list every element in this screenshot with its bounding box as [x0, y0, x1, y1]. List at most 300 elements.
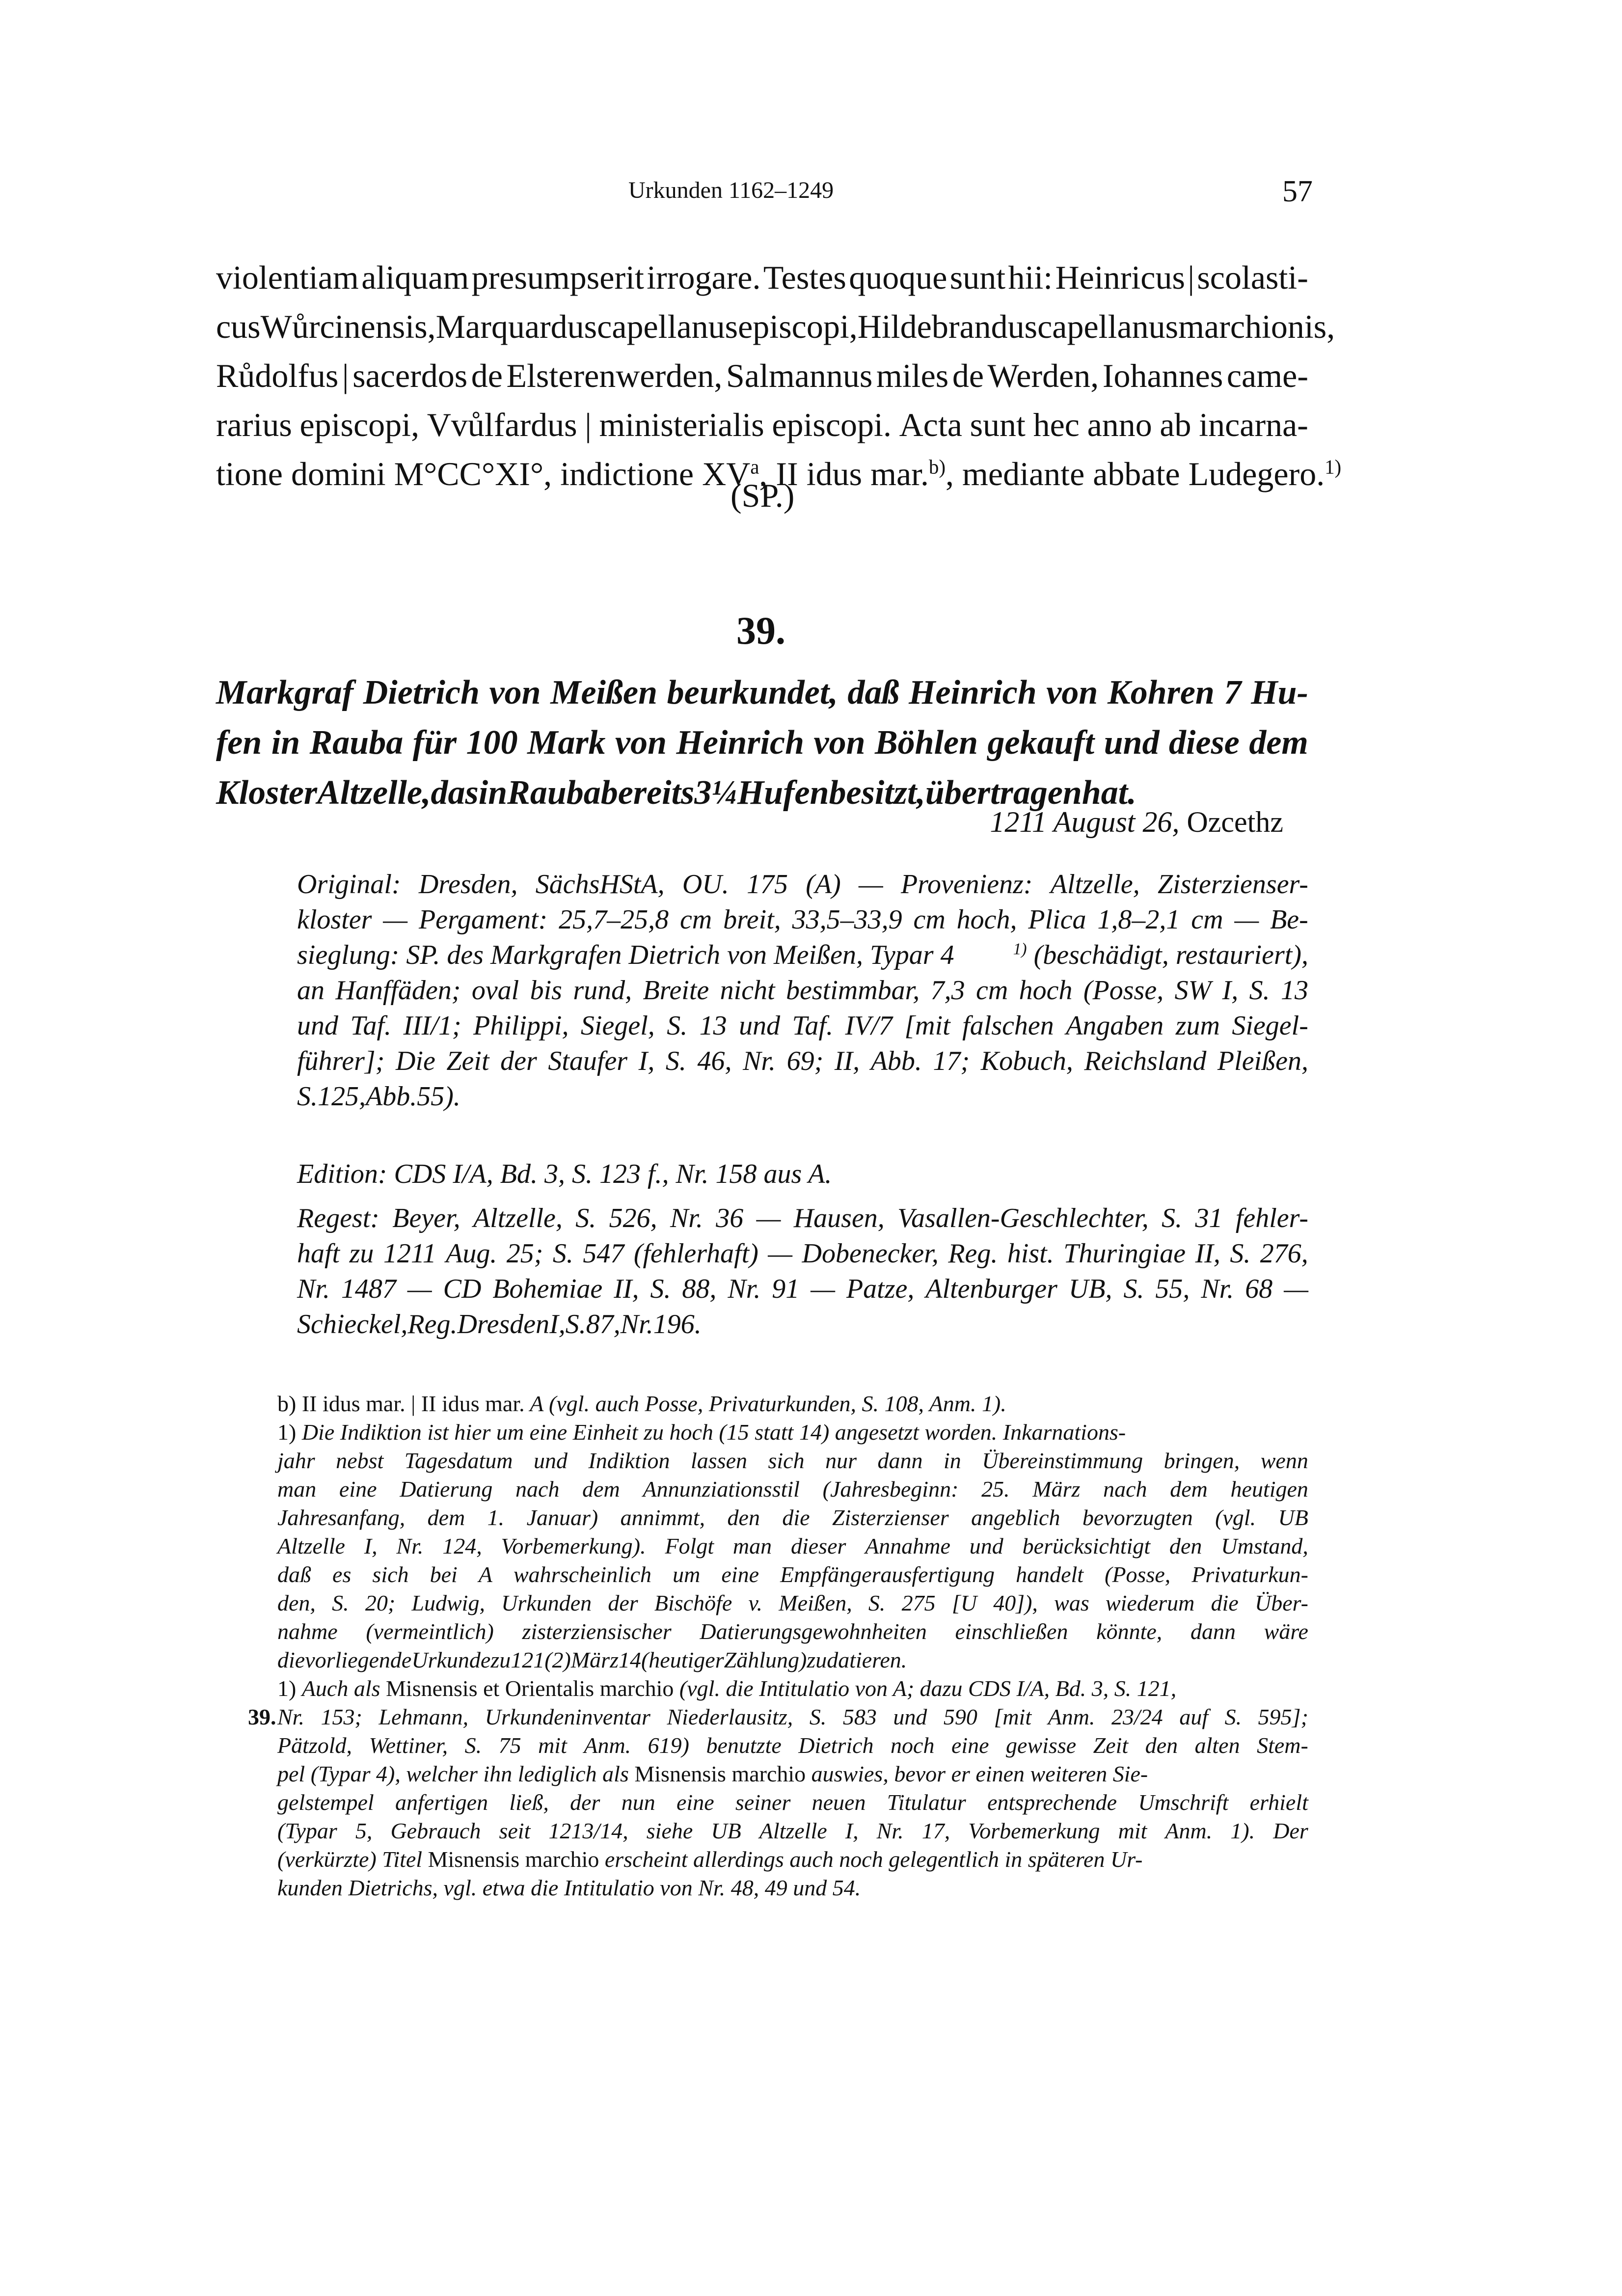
word: (Jahresbeginn: [822, 1476, 959, 1502]
footnote-line [277, 1447, 1308, 1475]
word: (Posse, [1083, 975, 1164, 1006]
word: Nr. [670, 1203, 703, 1233]
word: die [277, 1647, 305, 1672]
word: ließ, [509, 1790, 549, 1815]
word: gewisse [1006, 1733, 1077, 1758]
word: und [739, 1011, 781, 1041]
word: I, [549, 1309, 566, 1339]
word: aliquam [361, 259, 469, 296]
word: Gebrauch [390, 1818, 481, 1843]
word: Niederlausitz, [667, 1704, 793, 1729]
word: breit, [723, 904, 781, 935]
word: — [1284, 1274, 1308, 1304]
word: 68 [1245, 1274, 1273, 1304]
note-line [297, 1008, 1308, 1043]
word: 1. [487, 1505, 505, 1530]
word: Hu- [1251, 674, 1308, 711]
word: übertragen [925, 774, 1082, 812]
word: in [943, 1448, 961, 1473]
word: miles [876, 357, 949, 394]
footnote-b-roman: b) II idus mar. | II idus mar. [277, 1391, 525, 1416]
word: [U [951, 1590, 977, 1615]
note-line [297, 973, 1308, 1008]
word: es [332, 1562, 351, 1587]
word: scolasti- [1197, 259, 1308, 296]
word: Nr. [297, 1274, 330, 1304]
word: nahme [277, 1619, 338, 1644]
word: Nr. [620, 1309, 653, 1339]
word: wenn [1260, 1448, 1308, 1473]
word: 547 [583, 1238, 624, 1269]
footnote-ref-1: 1) [1325, 456, 1342, 478]
word: 275 [901, 1590, 936, 1615]
word: 276, [1260, 1238, 1308, 1269]
word: sunt [970, 406, 1026, 443]
word: Hausen, [793, 1203, 885, 1233]
word: Altzelle, [1050, 869, 1140, 900]
note-line [297, 937, 1308, 973]
word: Taf. [350, 1011, 391, 1041]
word: nicht [720, 975, 775, 1006]
word: und [969, 1533, 1003, 1558]
word: Rauba [309, 724, 404, 762]
word: Vvůlfardus [427, 406, 577, 443]
word: Nr. [396, 1533, 424, 1558]
word: hoch, [956, 904, 1017, 935]
document-number: 39. [736, 609, 785, 653]
word: 1487 [341, 1274, 396, 1304]
word: | [342, 357, 349, 394]
word: 25; [506, 1238, 543, 1269]
word: zu [490, 1647, 511, 1672]
word: angeblich [971, 1505, 1060, 1530]
word: Die [395, 1046, 435, 1076]
word: nach [515, 1476, 560, 1502]
word: nun [621, 1790, 655, 1815]
word: Taf. [792, 1011, 834, 1041]
word: Reichsland [1084, 1046, 1207, 1076]
word: datieren. [827, 1647, 907, 1672]
word: rarius [216, 406, 292, 443]
word: sunt [949, 259, 1006, 296]
seal-mark: (SP.) [730, 477, 795, 514]
word: dieser [790, 1533, 846, 1558]
word: jahr [277, 1448, 315, 1473]
footnote-line [277, 1617, 1308, 1646]
word: Reg. [948, 1238, 998, 1269]
word: S. [552, 1238, 573, 1269]
word: seit [499, 1818, 531, 1843]
word: bringen, [1163, 1448, 1240, 1473]
word: Dobenecker, [802, 1238, 939, 1269]
word: für [412, 724, 457, 762]
word: Marquardus [435, 308, 597, 345]
footnote-line [277, 1560, 1308, 1589]
word: 153; [321, 1704, 362, 1729]
word: Anm. [584, 1733, 631, 1758]
note-line [297, 1307, 1308, 1342]
word: 31 [1195, 1203, 1223, 1233]
word: sich [372, 1562, 409, 1587]
fn39-italic-a: Auch als [301, 1676, 386, 1701]
footnote-line [277, 1817, 1308, 1845]
footnote-b [277, 1390, 1308, 1418]
footnote-document-number: 39. [248, 1704, 276, 1729]
word: Titulatur [887, 1790, 966, 1815]
fn39-italic-f: erscheint allerdings auch noch gelegentlich in späteren Ur- [599, 1847, 1143, 1872]
word: von [1046, 674, 1098, 711]
word: — [811, 1274, 836, 1304]
word: Salmannus [726, 357, 873, 394]
word: beurkundet, [667, 674, 838, 711]
footnote-line [277, 1731, 1308, 1760]
word: Vorbemerkung). [501, 1533, 646, 1558]
fn39-italic-e: (verkürzte) Titel [277, 1847, 428, 1872]
word: Zisterzienser- [1158, 869, 1308, 900]
word: 17; [933, 1046, 970, 1076]
word: Nr. [1201, 1274, 1234, 1304]
word: SW [1174, 975, 1212, 1006]
word: Patze, [846, 1274, 915, 1304]
word: S. [1249, 975, 1270, 1006]
word: diese [1169, 724, 1240, 762]
word: Nr. [277, 1704, 304, 1729]
word: Bischöfe [654, 1590, 732, 1615]
word: de [952, 357, 984, 394]
word: | [585, 406, 592, 443]
word: 55, [1155, 1274, 1190, 1304]
regest-line [216, 718, 1308, 768]
word: besitzt, [829, 774, 925, 812]
word: bevorzugten [1082, 1505, 1193, 1530]
word: S. [868, 1590, 886, 1615]
word: Hildebrandus [857, 308, 1038, 345]
word: (fehlerhaft) [633, 1238, 758, 1269]
word: S. [575, 1203, 596, 1233]
word: von [813, 724, 865, 762]
word: und [1104, 724, 1160, 762]
word: hat. [1081, 774, 1136, 812]
word: Iohannes [1102, 357, 1223, 394]
word: alten [1194, 1733, 1240, 1758]
word: Umstand, [1221, 1533, 1308, 1558]
word: episcopi, [299, 406, 420, 443]
footnote-39-line-7 [277, 1845, 1308, 1874]
word: 196. [653, 1309, 702, 1339]
word: Pleißen, [1217, 1046, 1308, 1076]
word: man [732, 1533, 772, 1558]
word: die [782, 1505, 810, 1530]
word: der [608, 1590, 638, 1615]
word: 7 [1224, 674, 1242, 711]
word: und [893, 1704, 927, 1729]
word: fen [216, 724, 262, 762]
word: mit [538, 1733, 567, 1758]
word: | [1188, 259, 1194, 296]
word: cus [216, 308, 261, 345]
word: Elsterenwerden, [506, 357, 723, 394]
word: Altenburger [925, 1274, 1057, 1304]
word: irrogare. [647, 259, 761, 296]
word: erhielt [1249, 1790, 1308, 1815]
word: violentiam [216, 259, 359, 296]
word: siehe [646, 1818, 693, 1843]
footnote-b-italic: A (vgl. auch Posse, Privaturkunden, S. 108, Anm. 1). [524, 1391, 1006, 1416]
word: 619) [648, 1733, 689, 1758]
word: Heinrich [909, 674, 1037, 711]
word: S. [297, 1081, 318, 1112]
word: — [768, 1238, 793, 1269]
word: bis [530, 975, 562, 1006]
word: 69; [786, 1046, 824, 1076]
word: Plica [1028, 904, 1086, 935]
word: episcopi, [738, 308, 858, 345]
word: ab [1160, 406, 1191, 443]
footnote-1-text: Die Indiktion ist hier um eine Einheit zu hoch (15 statt 14) angesetzt worden. Inkarnations- [301, 1420, 1126, 1445]
word: Zeit [446, 1046, 489, 1076]
word: Folgt [665, 1533, 714, 1558]
word: bestimmbar, [786, 975, 920, 1006]
word: wiederum [1105, 1590, 1195, 1615]
running-head: Urkunden 1162–1249 [628, 177, 834, 203]
word: Meißen [550, 674, 657, 711]
word: nach [1103, 1476, 1147, 1502]
fn39-roman-b: Misnensis marchio [634, 1761, 806, 1786]
word: rund, [573, 975, 632, 1006]
word: Privaturkun- [1191, 1562, 1308, 1587]
word: quoque [849, 259, 947, 296]
word: gelstempel [277, 1790, 374, 1815]
word: mit [1118, 1818, 1147, 1843]
word: UB [711, 1818, 741, 1843]
regest-heading [216, 668, 1308, 818]
word: zisterziensischer [522, 1619, 672, 1644]
word: daß [847, 674, 899, 711]
word: und [297, 1011, 338, 1041]
word: den [727, 1505, 760, 1530]
word: 121(2) [511, 1647, 571, 1672]
word: März [570, 1647, 619, 1672]
word: CD [443, 1274, 482, 1304]
word: Nr. [876, 1818, 904, 1843]
word: daß [277, 1562, 311, 1587]
word: Be- [1270, 904, 1308, 935]
word: Anm. [1048, 1704, 1095, 1729]
word: fehler- [1235, 1203, 1308, 1233]
word: S. [464, 1733, 482, 1758]
original-note [297, 867, 1308, 1114]
word: Pergament: [418, 904, 548, 935]
word: benutzte [706, 1733, 782, 1758]
word: Kloster [216, 774, 318, 812]
word: bei [430, 1562, 458, 1587]
word: 595]; [1258, 1704, 1308, 1729]
edition-line: Edition: CDS I/A, Bd. 3, S. 123 f., Nr. 158 aus A. [297, 1159, 832, 1189]
word: 75 [498, 1733, 521, 1758]
word: S. [1162, 1203, 1183, 1233]
word: Bohemiae [492, 1274, 603, 1304]
word: 3¼ [694, 774, 737, 812]
footnote-line: kunden Dietrichs, vgl. etwa die Intitulatio von Nr. 48, 49 und 54. [277, 1875, 861, 1900]
word: Über- [1255, 1590, 1308, 1615]
footnote-line [277, 1503, 1308, 1532]
note-line [297, 867, 1308, 902]
word: Angaben [1066, 1011, 1164, 1041]
word: 13 [699, 1011, 727, 1041]
footnote-1-label: 1) [277, 1420, 302, 1445]
word: bereits [600, 774, 695, 812]
word: Umschrift [1138, 1790, 1229, 1815]
word: in [271, 724, 300, 762]
regest-line [216, 668, 1308, 718]
word: entsprechende [987, 1790, 1117, 1815]
word: sich [768, 1448, 805, 1473]
body-line [216, 302, 1335, 351]
word: noch [891, 1733, 935, 1758]
word: anfertigen [395, 1790, 488, 1815]
word: eine [721, 1562, 759, 1587]
word: Heinrich [676, 724, 805, 762]
word: Wůrcinensis, [260, 308, 436, 345]
word: 175 [746, 869, 788, 900]
word: auf [1179, 1704, 1209, 1729]
word: um [673, 1562, 701, 1587]
word: könnte, [1096, 1619, 1162, 1644]
word: Altzelle [277, 1533, 345, 1558]
word: Breite [643, 975, 709, 1006]
word: heutigen [1230, 1476, 1308, 1502]
word: Lehmann, [378, 1704, 469, 1729]
word: Hufen [737, 774, 829, 812]
fn39-italic-c: pel (Typar 4), welcher ihn lediglich als [277, 1761, 635, 1786]
word: Regest: [297, 1203, 379, 1233]
word: zum [1175, 1011, 1220, 1041]
word: dann [1190, 1619, 1236, 1644]
word: 17, [921, 1818, 950, 1843]
word: 583 [842, 1704, 877, 1729]
word: dem [582, 1476, 620, 1502]
note-line-3a: sieglung: SP. des Markgrafen Dietrich von Meißen, Typar 4 [297, 940, 954, 970]
word: (vermeintlich) [366, 1619, 494, 1644]
word: hist. [1007, 1238, 1054, 1269]
word: cm [913, 904, 946, 935]
word: dem [1170, 1476, 1208, 1502]
body-line [216, 253, 1308, 302]
word: von [489, 674, 541, 711]
word: 23/24 [1111, 1704, 1163, 1729]
body-line [216, 400, 1308, 449]
word: wahrscheinlich [513, 1562, 652, 1587]
footnote-line [277, 1788, 1308, 1817]
word: der [500, 1046, 537, 1076]
word: Abb. [870, 1046, 922, 1076]
place-text: Ozcethz [1187, 806, 1283, 838]
word: Zählung) [724, 1647, 807, 1672]
word: 91 [772, 1274, 800, 1304]
body-text [216, 253, 1342, 498]
word: neuen [811, 1790, 866, 1815]
word: was [1054, 1590, 1089, 1615]
word: von [615, 724, 667, 762]
word: 1). [1230, 1818, 1255, 1843]
word: Annahme [865, 1533, 950, 1558]
word: 1211 [383, 1238, 436, 1269]
word: presumpserit [471, 259, 644, 296]
word: Thuringiae [1063, 1238, 1186, 1269]
word: März [1032, 1476, 1081, 1502]
word: 20; [365, 1590, 396, 1615]
word: Original: [297, 869, 401, 900]
word: cm [975, 975, 1008, 1006]
word: Schieckel, [297, 1309, 408, 1339]
word: [mit [994, 1704, 1032, 1729]
footnote-39-line-1 [277, 1674, 1308, 1703]
word: Der [1273, 1818, 1308, 1843]
word: Acta [899, 406, 962, 443]
word: Provenienz: [901, 869, 1033, 900]
word: Böhlen [874, 724, 978, 762]
word: S. [809, 1704, 827, 1729]
word: (heutiger [641, 1647, 724, 1672]
word: Heinricus [1055, 259, 1185, 296]
word: Wettiner, [369, 1733, 448, 1758]
word: Anm. [1165, 1818, 1213, 1843]
word: 7,3 [930, 975, 965, 1006]
note-line [297, 902, 1308, 937]
word: dem [427, 1505, 465, 1530]
word: Altzelle, [473, 1203, 563, 1233]
word: SächsHStA, [535, 869, 665, 900]
footnote-line [277, 1646, 1308, 1674]
document-date [990, 805, 1283, 839]
word: Datierung [400, 1476, 493, 1502]
footnote-line [277, 1703, 1308, 1731]
word: — [859, 869, 883, 900]
word: III/1; [403, 1011, 461, 1041]
word: S. [1224, 1704, 1242, 1729]
footnote-line [277, 1532, 1308, 1560]
word: 14 [618, 1647, 641, 1672]
word: 124, [442, 1533, 482, 1558]
word: A [478, 1562, 492, 1587]
word: eine [951, 1733, 989, 1758]
word: 125, [318, 1081, 366, 1112]
word: Kohren [1108, 674, 1215, 711]
word: Vasallen-Geschlechter, [897, 1203, 1149, 1233]
word: man [277, 1476, 317, 1502]
word: 55). [417, 1081, 460, 1112]
word: Urkundeninventar [485, 1704, 650, 1729]
word: S. [332, 1590, 349, 1615]
edition-note [297, 1156, 1308, 1192]
word: Staufer [548, 1046, 628, 1076]
footnote-line [277, 1589, 1308, 1617]
word: I, [364, 1533, 378, 1558]
note-line [297, 1236, 1308, 1271]
footnote-ref-b: b) [929, 456, 946, 478]
word: Dresden [457, 1309, 550, 1339]
word: falschen [962, 1011, 1054, 1041]
word: dann [877, 1448, 923, 1473]
word: berücksichtigt [1022, 1533, 1151, 1558]
word: Datierungsgewohnheiten [700, 1619, 927, 1644]
word: Tagesdatum [404, 1448, 513, 1473]
word: II, [614, 1274, 639, 1304]
fn39-roman-c: Misnensis marchio [428, 1847, 599, 1872]
word: Jahresanfang, [277, 1505, 406, 1530]
word: 25. [981, 1476, 1010, 1502]
note-line [297, 1271, 1308, 1307]
